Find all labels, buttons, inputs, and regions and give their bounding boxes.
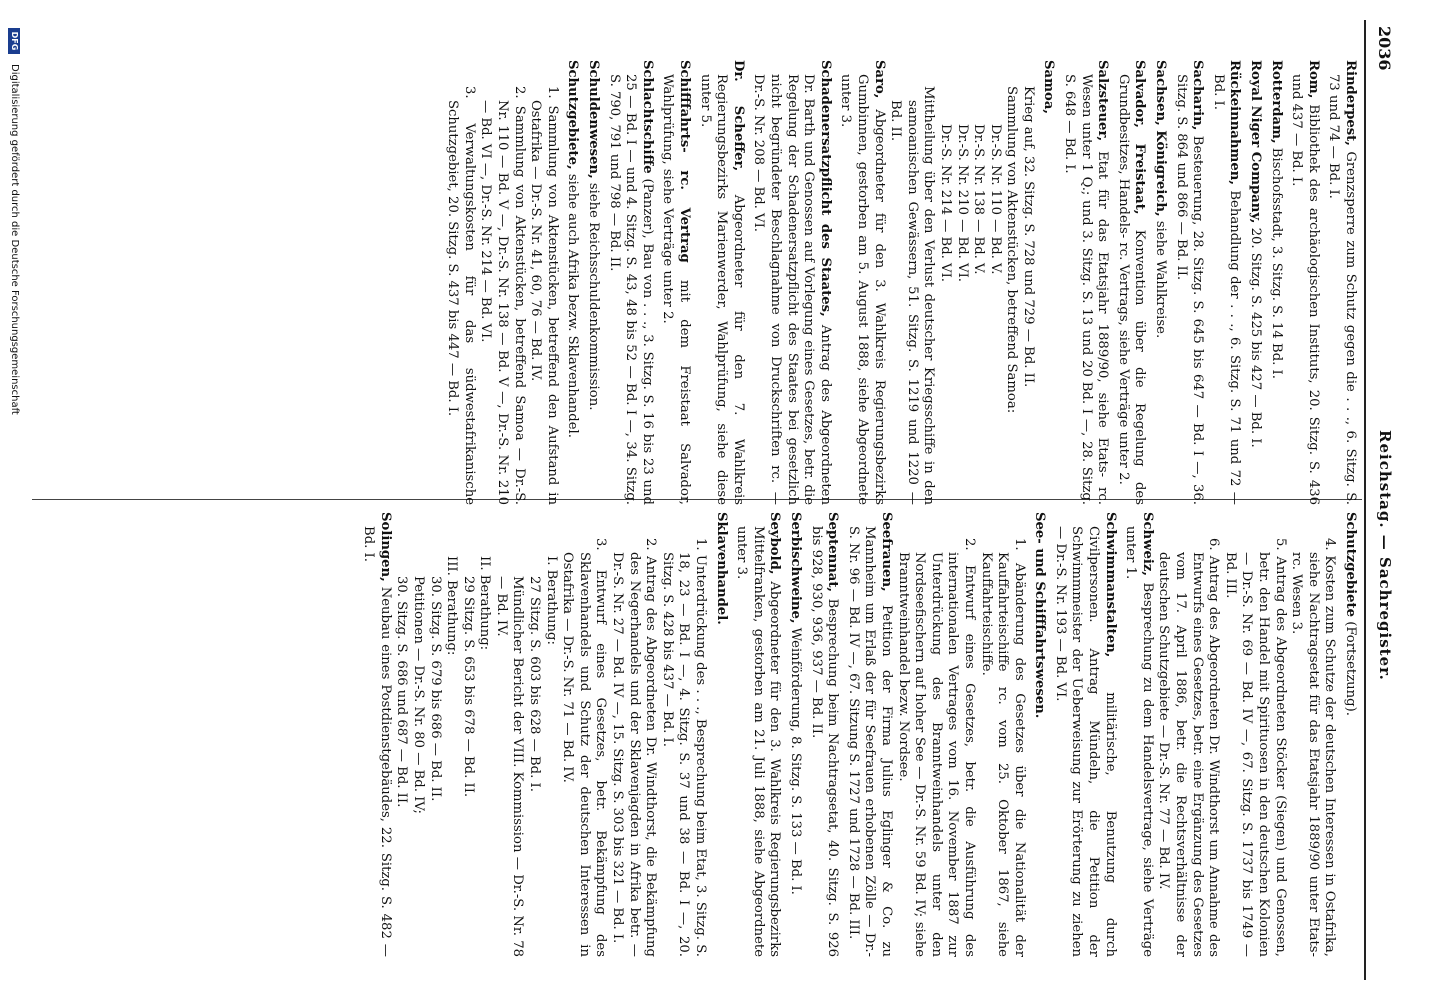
index-subentry: 1. Unterdrückung des . . ., Besprechung beim Etat, 3. Sitzg. S. 18, 23 — Bd. I —, 4. Sitzg. S. 37 und 38 — Bd. I —, 20. Sitzg. S. 428 bis 437 — Bd. I. xyxy=(659,538,709,957)
index-subentry: Dr.-S. Nr. 214 — Bd. VI. xyxy=(937,124,953,282)
dfg-logo: DFG xyxy=(8,28,20,54)
index-entry xyxy=(733,512,783,957)
index-entry xyxy=(1288,60,1321,505)
index-subentry: I. Berathung: xyxy=(543,556,559,645)
index-entry xyxy=(605,60,655,505)
entry-text: siehe Reichsschuldenkommission. xyxy=(586,182,602,411)
index-subentry: 2. Entwurf eines Gesetzes, betr. die Ausführung des internationalen Vertrages vom 16. November 1887 zur Unterdrückung des Branntweinhandels unter den Nordseefischern auf hoher See — Dr.-S. Nr. 59 Bd. IV; siehe Branntweinhandel bezw. Nordsee. xyxy=(895,538,977,957)
index-subentry: Mittheilung über den Verlust deutscher Kriegsschiffe in den samoanischen Gewässern, 51. Sitzg. S. 1219 und 1220 — Bd. II. xyxy=(888,86,937,505)
entry-text: mit dem Freistaat Salvador, Wahlprüfung, siehe Verträge unter 2. xyxy=(660,74,693,505)
entry-text: Besprechung beim Nachtragsetat, 40. Sitzg. S. 926 bis 928, 930, 936, 937 — Bd. II. xyxy=(808,526,841,957)
entry-text: Behandlung der . . ., 6. Sitzg. S. 71 und 72 — Bd. I. xyxy=(1210,74,1243,505)
index-entry xyxy=(1267,60,1284,505)
entry-text: Besprechung zu dem Handelsvertrage, siehe Verträge unter 1. xyxy=(1123,526,1155,957)
entry-term: Schadenersatzpflicht des Staates, xyxy=(817,60,833,317)
index-entry xyxy=(1051,512,1117,957)
index-entry xyxy=(1061,60,1111,505)
entry-text: (Panzer), Bau von . . ., 3. Sitzg. S. 16 bis 23 und 25 — Bd. I — und 4. Sitzg. S. 43, 48 bis 52 — Bd. I —, 34. Sitzg. S. 790, 791 und 798 — Bd. II. xyxy=(606,74,655,505)
entry-text: Weinförderung, 8. Sitzg. S. 133 — Bd. I. xyxy=(788,627,803,895)
entry-text: siehe Wahlkreise. xyxy=(1153,220,1169,339)
index-entry xyxy=(1341,512,1358,957)
index-entry xyxy=(1031,512,1048,957)
entry-term: Schlachtschiffe xyxy=(639,60,655,174)
entry-text: Abgeordneter für den 3. Wahlkreis Regierungsbezirks Mittelfranken, gestorben am 21. Juli 1888, siehe Abgeordnete unter 3. xyxy=(734,526,783,957)
entry-text: Abgeordneter für den 3. Wahlkreis Regierungsbezirks Gumbinnen, gestorben am 5. August 1888, siehe Abgeordnete unter 3. xyxy=(838,74,887,505)
entry-text: 20. Sitzg. S. 425 bis 427 — Bd. I. xyxy=(1248,227,1264,448)
index-subentry: Sammlung von Aktenstücken, betreffend Samoa: xyxy=(1004,86,1020,414)
index-entry xyxy=(807,512,840,957)
index-subentry: 30. Sitzg. S. 686 und 687 — Bd. II. xyxy=(394,576,410,808)
entry-term: Seefrauen, xyxy=(878,512,894,592)
index-subentry: II. Berathung: xyxy=(477,556,493,651)
header-rule xyxy=(1364,20,1366,980)
entry-term: Dr. Scheffer, xyxy=(730,60,746,172)
index-entry xyxy=(1040,60,1057,505)
index-entry xyxy=(564,60,581,505)
index-entry xyxy=(360,512,393,957)
index-subentry: Dr.-S. Nr. 138 — Bd. V. xyxy=(971,124,987,275)
entry-term: See- und Schifffahrtswesen. xyxy=(1032,512,1048,719)
index-subentry: 5. Antrag des Abgeordneten Stöcker (Siegen) und Genossen, betr. den Handel mit Spirituosen in den deutschen Kolonien — Dr.-S. Nr. 69 — Bd. IV —, 67. Sitzg. S. 1737 bis 1749 — Bd. III. xyxy=(1222,538,1288,957)
index-entry xyxy=(696,60,746,505)
entry-text: Abgeordneter für den 7. Wahlkreis Regierungsbezirks Marienwerder, Wahlprüfung, siehe diese unter 5. xyxy=(697,74,746,505)
index-entry xyxy=(712,512,729,957)
entry-term: Salvador, Freistaat, xyxy=(1132,60,1148,215)
index-entry xyxy=(1114,60,1147,505)
entry-term: Salzsteuer, xyxy=(1095,60,1111,142)
entry-text: Konvention über die Regelung des Grundbesitzes, Handels- rc. Vertrags, siehe Verträge unter 2. xyxy=(1115,74,1148,505)
entry-text: (Fortsetzung). xyxy=(1343,621,1358,716)
running-title: Reichstag. — Sachregister. xyxy=(1376,430,1394,681)
entry-term: Rinderpest, xyxy=(1343,60,1358,146)
entry-text: siehe auch Afrika bezw. Sklavenhandel. xyxy=(565,173,581,438)
index-subentry: Dr.-S. Nr. 110 — Bd. V. xyxy=(987,124,1003,275)
entry-term: Septennat, xyxy=(825,512,841,593)
index-entry xyxy=(1246,60,1263,505)
entry-text: militärische, Benutzung durch Civilpersonen. Antrag Mündeln, die Petition der Schwimmmeister der Ueberweisung zur Erörterung zu ziehen — Dr.-S. Nr. 193 — Bd. VI. xyxy=(1052,526,1118,957)
footer-text: Digitalisierung gefördert durch die Deutsche Forschungsgemeinschaft xyxy=(9,64,20,415)
index-subentry: Mündlicher Bericht der VIII. Kommission — Dr.-S. Nr. 78 — Bd. IV. xyxy=(493,576,526,957)
index-subentry: 2. Sammlung von Aktenstücken, betreffend Samoa — Dr.-S. Nr. 110 — Bd. V —, Dr.-S. Nr. 138 — Bd. V —, Dr.-S. Nr. 210 — Bd. VI —, Dr.-S. Nr. 214 — Bd. VI. xyxy=(478,86,527,505)
index-entry xyxy=(1209,60,1242,505)
index-subentry: 3. Entwurf eines Gesetzes, betr. Bekämpfung des Sklavenhandels und Schutz der deutschen Interessen in Ostafrika — Dr.-S. Nr. 71 — Bd. IV. xyxy=(560,538,609,957)
index-entry xyxy=(659,60,692,505)
index-subentry: 1. Sammlung von Aktenstücken, betreffend den Aufstand in Ostafrika — Dr.-S. Nr. 41, 60, 76 — Bd. IV. xyxy=(528,86,560,505)
entry-term: Sacharin, xyxy=(1190,60,1206,131)
entry-term: Schuldenwesen, xyxy=(586,60,602,179)
entry-text: Etat für das Etatsjahr 1889/90, siehe Etats- rc. Wesen unter 1 Q.; und 3. Sitzg. S. 13 und 20 Bd. I —, 28. Sitzg. S. 648 — Bd. I. xyxy=(1062,74,1111,505)
entry-term: Saro, xyxy=(871,60,887,99)
index-entry xyxy=(837,60,887,505)
entry-text: Antrag des Abgeordneten Dr. Barth und Genossen auf Vorlegung eines Gesetzes, betr. die Regelung der Schadenersatzpflicht des Staates bei gesetzlich nicht begründeter Beschlagnahme von Druckschriften rc. — Dr.-S. Nr. 208 — Bd. VI. xyxy=(751,74,833,505)
entry-text: Petition der Firma Julius Eglinger & Co. zu Mannheim um Erlaß der für Seefrauen erhobenen Zölle — Dr.-S. Nr. 96 — Bd. IV —, 67. Sitzung S. 1727 und 1728 — Bd. III. xyxy=(845,526,894,957)
left-column xyxy=(444,60,1358,505)
page-number: 2036 xyxy=(1375,26,1394,71)
entry-term: Schutzgebiete xyxy=(1343,512,1358,618)
index-subentry: Dr.-S. Nr. 210 — Bd. VI. xyxy=(954,124,970,282)
index-entry xyxy=(1172,60,1205,505)
entry-term: Rückeinnahmen, xyxy=(1227,60,1243,185)
entry-term: Royal Niger Company, xyxy=(1248,60,1264,224)
entry-text: Grenzsperre zum Schutz gegen die . . ., 6. Sitzg. S. 73 und 74 — Bd. I. xyxy=(1326,74,1358,506)
index-subentry: 3. Verwaltungskosten für das südwestafrikanische Schutzgebiet, 20. Sitzg. S. 437 bis 447 — Bd. I. xyxy=(445,86,477,505)
entry-term: Solingen, xyxy=(377,512,393,582)
entry-text: Besteuerung, 28. Sitzg. S. 645 bis 647 — Bd. I —, 36. Sitzg. S. 864 und 866 — Bd. II. xyxy=(1173,74,1206,506)
index-entry xyxy=(1151,60,1168,505)
index-subentry: Petitionen — Dr.-S. Nr. 80 — Bd. IV; xyxy=(410,576,426,814)
footer xyxy=(4,20,22,980)
index-entry xyxy=(750,60,833,505)
right-column xyxy=(356,512,1358,957)
index-subentry: 6. Antrag des Abgeordneten Dr. Windthorst um Annahme des Entwurfs eines Gesetzes, betr. eine Ergänzung des Gesetzes vom 17. April 1886, betr. die Rechtsverhältnisse der deutschen Schutzgebiete — Dr.-S. Nr. 77 — Bd. IV. xyxy=(1156,538,1222,957)
entry-term: Serbischweine, xyxy=(788,512,803,624)
index-entry xyxy=(1122,512,1155,957)
index-subentry: 29 Sitzg. S. 653 bis 678 — Bd. II. xyxy=(460,576,476,798)
entry-text: Bischofsstadt, 3. Sitzg. S. 14 Bd. I. xyxy=(1268,147,1284,379)
index-subentry: 30. Sitzg. S. 679 bis 686 — Bd. II. xyxy=(427,576,443,802)
entry-term: Samoa, xyxy=(1041,60,1057,114)
entry-term: Schifffahrts- rc. Vertrag xyxy=(677,60,693,263)
entry-term: Sklavenhandel. xyxy=(713,512,729,625)
index-entry xyxy=(844,512,894,957)
index-entry xyxy=(584,60,601,505)
entry-term: Schwimmanstalten, xyxy=(1102,512,1118,658)
entry-term: Schweiz, xyxy=(1139,512,1155,576)
entry-term: Rom, xyxy=(1305,60,1321,99)
entry-term: Sachsen, Königreich, xyxy=(1153,60,1169,217)
entry-term: Schutzgebiete, xyxy=(565,60,581,170)
index-entry xyxy=(1325,60,1358,505)
index-entry xyxy=(786,512,803,957)
entry-term: Rotterdam, xyxy=(1268,60,1284,144)
page-header xyxy=(1370,20,1400,980)
index-subentry: 2. Antrag des Abgeordneten Dr. Windthorst, die Bekämpfung des Negerhandels und der Sklavenjagden in Afrika betr. — Dr.-S. Nr. 27 — Bd. IV —, 15. Sitzg. S. 303 bis 321 — Bd. I. xyxy=(610,538,659,957)
index-subentry: 27 Sitzg. S. 603 bis 628 — Bd. I. xyxy=(527,576,543,792)
entry-term: Seybold, xyxy=(767,512,783,575)
index-subentry: 1. Abänderung des Gesetzes über die Nationalität der Kauffahrteischiffe rc. vom 25. Oktober 1867, siehe Kauffahrteischiffe. xyxy=(978,538,1027,957)
entry-text: Neubau eines Postdienstgebäudes, 22. Sitzg. S. 482 — Bd. I. xyxy=(361,526,393,957)
index-subentry: III. Berathung: xyxy=(444,556,460,656)
entry-text: Bibliothek des archäologischen Instituts, 20. Sitzg. S. 436 und 437 — Bd. I. xyxy=(1289,74,1321,505)
index-subentry: Krieg auf, 32. Sitzg. S. 728 und 729 — Bd. II. xyxy=(1020,86,1036,388)
index-subentry: 4. Kosten zum Schutze der deutschen Interessen in Ostafrika, siehe Nachtragsetat für das Etatsjahr 1889/90 unter Etats- rc. Wesen 3. xyxy=(1289,538,1338,957)
